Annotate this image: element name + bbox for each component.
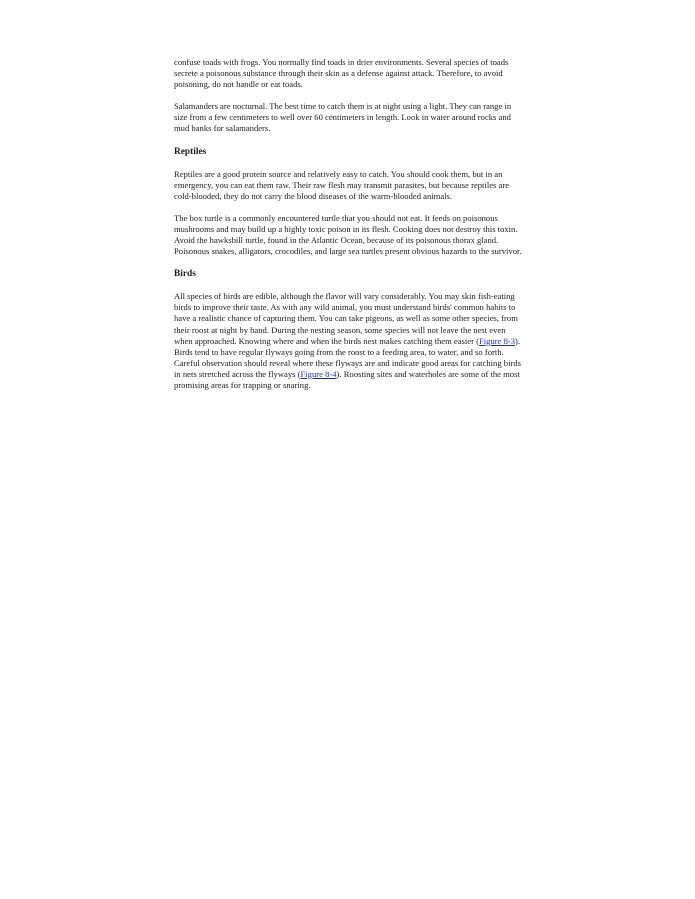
birds-text-part-2: ). Birds tend to have regular flyways going from the roost to a feeding area, to water, and so forth. Careful observation should reveal where these flyways are and indicate good areas for catching birds in nets stretched across the flyways ( [174,335,521,379]
paragraph-toads: confuse toads with frogs. You normally find toads in drier environments. Several species of toads secrete a poisonous substance through their skin as a defense against attack. Therefore, to avoid poisoning, do not handle or eat toads. [174,57,509,90]
birds-text-part-1: All species of birds are edible, although the flavor will vary considerably. You may skin fish-eating birds to improve their taste. As with any wild animal, you must understand birds' common habits to have a realistic chance of capturing them. You can take pigeons, as well as some other species, from their roost at night by hand. During the nesting season, some species will not leave the nest even when approached. Knowing where and when the birds nest makes catching them easier ( [174,291,518,346]
heading-reptiles: Reptiles [174,146,207,157]
paragraph-box-turtle: The box turtle is a commonly encountered turtle that you should not eat. It feeds on poisonous mushrooms and may build up a highly toxic poison in its flesh. Cooking does not destroy this toxin. Avoid the hawksbill turtle, found in the Atlantic Ocean, because of its poisonous thorax gland. Poisonous snakes, alligators, crocodiles, and large sea turtles present obvious hazards to the survivor. [174,212,522,257]
heading-birds: Birds [174,269,196,280]
link-figure-8-4[interactable]: Figure 8-4 [300,368,337,379]
paragraph-reptiles: Reptiles are a good protein source and relatively easy to catch. You should cook them, but in an emergency, you can eat them raw. Their raw flesh may transmit parasites, but because reptiles are cold-blooded, they do not carry the blood diseases of the warm-blooded animals. [174,168,510,201]
document-page [174,57,526,402]
birds-text-part-3: ). Roosting sites and waterholes are some of the most promising areas for trapping or snaring. [174,368,520,390]
link-figure-8-3[interactable]: Figure 8-3 [478,335,516,346]
paragraph-salamanders: Salamanders are nocturnal. The best time to catch them is at night using a light. They can range in size from a few centimeters to well over 60 centimeters in length. Look in water around rocks and mud banks for salamanders. [174,101,512,134]
paragraph-birds [174,291,526,391]
